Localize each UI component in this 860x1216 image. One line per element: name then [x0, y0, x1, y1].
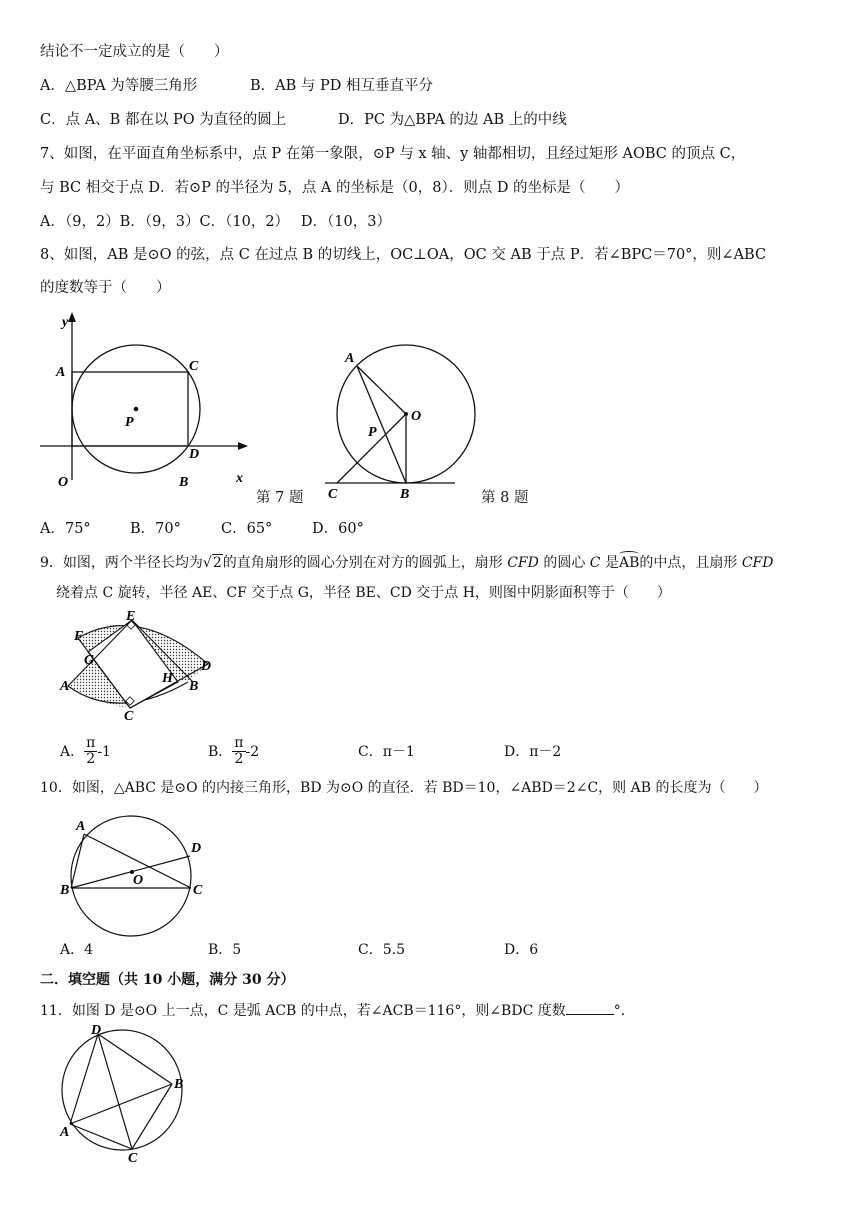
- q8-stem-line2: 的度数等于（ ）: [40, 280, 171, 296]
- q6-stem-tail: 结论不一定成立的是（ ）: [40, 44, 229, 60]
- q9-stem-line2: 绕着点 C 旋转，半径 AE、CF 交于点 G，半径 BE、CD 交于点 H，则图中阴影面积等于（ ）: [56, 585, 671, 601]
- figure-10: [56, 812, 206, 942]
- answer-blank: [566, 1000, 614, 1015]
- fig7-label-d: D: [189, 447, 200, 462]
- fig9-label-f: F: [74, 629, 84, 644]
- q7-stem-line1: 7、如图，在平面直角坐标系中，点 P 在第一象限，⊙P 与 x 轴、y 轴都相切，且经过矩形 AOBC 的顶点 C，: [40, 146, 746, 162]
- fig11-label-c: C: [128, 1151, 138, 1166]
- fig11-label-a: A: [60, 1125, 70, 1140]
- fig9-label-e: E: [126, 609, 136, 624]
- fig8-label-p: P: [368, 425, 377, 440]
- q7-caption: 第 7 题: [256, 490, 304, 506]
- q8-option-c: C．65°: [221, 521, 273, 537]
- q9-option-d: D．π－2: [504, 743, 562, 760]
- fig9-label-c: C: [124, 709, 134, 724]
- fig8-label-c: C: [328, 487, 338, 502]
- fig11-label-b: B: [174, 1077, 184, 1092]
- q7-stem-line2: 与 BC 相交于点 D．若⊙P 的半径为 5，点 A 的坐标是（0，8）．则点 D 的坐标是（ ）: [40, 180, 630, 196]
- q9-option-c: C．π－1: [358, 743, 415, 760]
- q8-option-b: B．70°: [130, 521, 181, 537]
- fig7-label-c: C: [189, 359, 199, 374]
- fig11-label-d: D: [91, 1023, 102, 1038]
- q10-option-c: C．5.5: [358, 942, 405, 958]
- q6-option-d: D．PC 为△BPA 的边 AB 上的中线: [338, 112, 567, 128]
- q11-stem: 11．如图 D 是⊙O 上一点，C 是弧 ACB 的中点，若∠ACB＝116°，则∠BDC 度数 °．: [40, 1000, 635, 1021]
- q10-option-b: B．5: [208, 942, 242, 958]
- fig10-label-a: A: [76, 819, 86, 834]
- figure-9: [58, 609, 218, 724]
- q6-option-a: A．△BPA 为等腰三角形: [40, 78, 198, 94]
- fig9-label-h: H: [162, 671, 173, 686]
- figure-11: [56, 1024, 206, 1164]
- fig10-label-d: D: [191, 841, 202, 856]
- fig9-label-a: A: [60, 679, 70, 694]
- q9-options: [60, 736, 561, 767]
- q9-sqrt-value: 2: [212, 555, 222, 571]
- fig8-label-a: A: [345, 351, 355, 366]
- q8-option-a: A．75°: [40, 521, 91, 537]
- fig10-label-o: O: [133, 873, 144, 888]
- fig7-label-p: P: [125, 415, 134, 430]
- q6-option-c: C．点 A、B 都在以 PO 为直径的圆上: [40, 112, 287, 128]
- arc-ab: AB: [618, 555, 640, 571]
- q8-option-d: D．60°: [312, 521, 364, 537]
- section-2-title: 二．填空题（共 10 小题，满分 30 分）: [40, 972, 295, 988]
- q6-option-b: B．AB 与 PD 相互垂直平分: [250, 78, 433, 94]
- fig8-label-b: B: [400, 487, 410, 502]
- q6-options-cd: [40, 110, 567, 130]
- q9-stem-line1: 9．如图，两个半径长均为√2的直角扇形的圆心分别在对方的圆弧上，扇形 CFD 的圆心 C 是AB的中点，且扇形 CFD: [40, 555, 774, 571]
- q10-option-a: A．4: [60, 942, 94, 958]
- fig7-label-o: O: [58, 475, 69, 490]
- q8-stem-line1: 8、如图，AB 是⊙O 的弦，点 C 在过点 B 的切线上，OC⊥OA，OC 交 AB 于点 P．若∠BPC＝70°，则∠ABC: [40, 247, 767, 263]
- fig7-label-y: y: [62, 315, 69, 330]
- q7-options: A．（9，2）B．（9，3）C．（10，2） D．（10，3）: [40, 214, 391, 230]
- fig10-label-b: B: [60, 883, 70, 898]
- fig7-label-a: A: [56, 365, 66, 380]
- q8-caption: 第 8 题: [481, 490, 529, 506]
- figure-8: [325, 322, 485, 502]
- q10-options: [60, 940, 538, 960]
- fig9-label-d: D: [201, 659, 212, 674]
- fig7-label-b: B: [179, 475, 189, 490]
- fig10-label-c: C: [193, 883, 203, 898]
- q10-option-d: D．6: [504, 942, 539, 958]
- fig8-label-o: O: [411, 409, 422, 424]
- fig9-label-b: B: [189, 679, 199, 694]
- q9-option-a: A． $\frac{\pi}{2}-1$: [60, 735, 111, 767]
- fig7-label-x: x: [236, 471, 243, 486]
- figure-7: [38, 312, 258, 492]
- fig9-label-g: G: [84, 653, 95, 668]
- q6-options-ab: [40, 76, 433, 96]
- q10-stem: 10．如图，△ABC 是⊙O 的内接三角形，BD 为⊙O 的直径．若 BD＝10，∠ABD＝2∠C，则 AB 的长度为（ ）: [40, 780, 768, 796]
- q8-options: [40, 519, 364, 539]
- sqrt-symbol: √: [202, 555, 212, 571]
- q9-option-b: B． $\frac{\pi}{2}-2$: [208, 735, 260, 767]
